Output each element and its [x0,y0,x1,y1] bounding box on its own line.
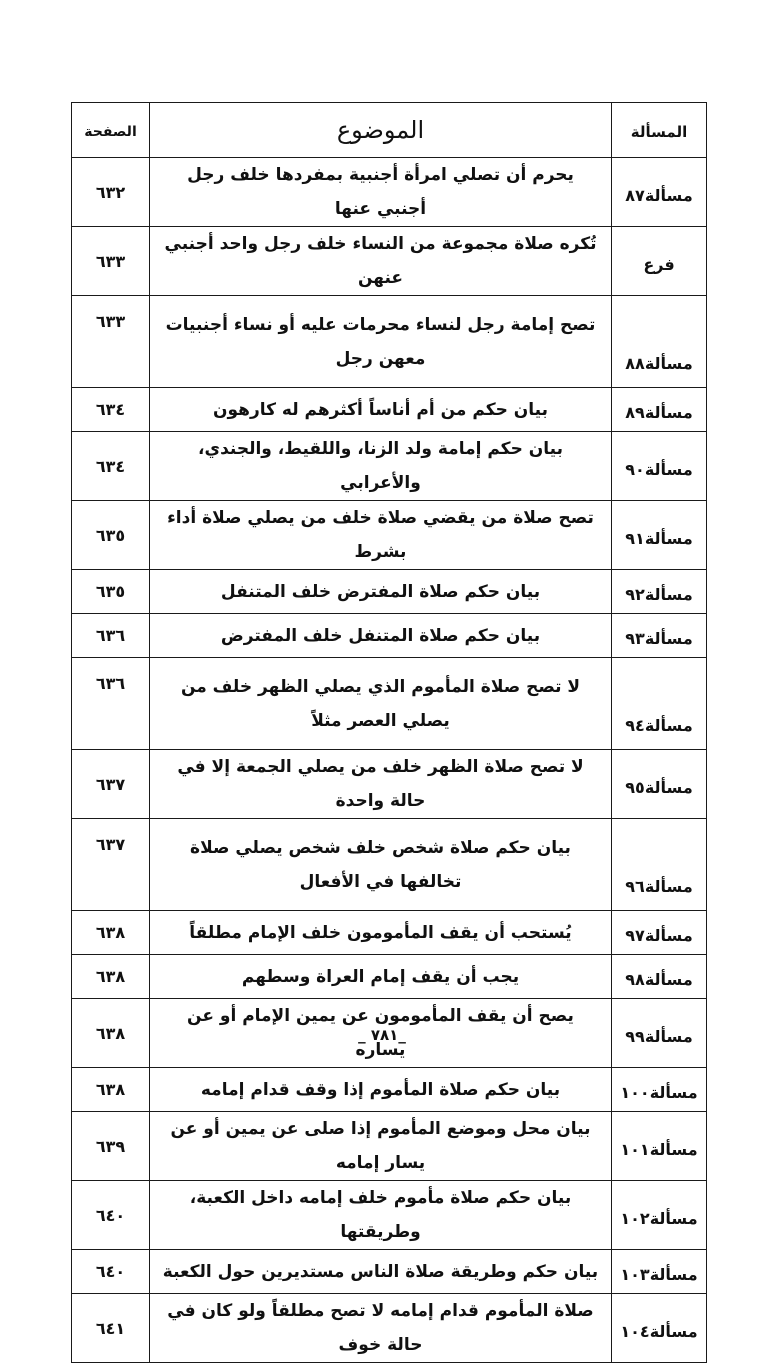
topic-cell: يجب أن يقف إمام العراة وسطهم [150,955,612,999]
table-row [72,750,707,819]
table-row [72,501,707,570]
page-cell: ٦٣٧ [72,750,150,819]
issue-cell: مسألة٩٤ [612,658,707,750]
page-cell: ٦٣٩ [72,1112,150,1181]
table-row [72,227,707,296]
table-row [72,658,707,750]
contents-table [71,102,707,1363]
topic-cell: بيان حكم صلاة المأموم إذا وقف قدام إمامه [150,1068,612,1112]
page-cell: ٦٣٨ [72,955,150,999]
page-cell: ٦٣٣ [72,296,150,388]
page-cell: ٦٤١ [72,1294,150,1363]
table-row [72,570,707,614]
issue-cell: مسألة١٠٣ [612,1250,707,1294]
issue-cell: مسألة٩٢ [612,570,707,614]
page-cell: ٦٣٥ [72,501,150,570]
topic-cell: لا تصح صلاة المأموم الذي يصلي الظهر خلف من يصلي العصر مثلاً [150,658,612,750]
table-row [72,296,707,388]
page-cell: ٦٣٧ [72,819,150,911]
table-row [72,1181,707,1250]
page-number: _٧٨١ _ [358,1026,406,1044]
issue-cell: مسألة٨٨ [612,296,707,388]
page-cell: ٦٣٨ [72,911,150,955]
page-column-header: الصفحة [72,103,150,158]
topic-cell: لا تصح صلاة الظهر خلف من يصلي الجمعة إلا في حالة واحدة [150,750,612,819]
issue-cell: مسألة٩٥ [612,750,707,819]
issue-cell: مسألة١٠٤ [612,1294,707,1363]
table-row [72,911,707,955]
issue-cell: مسألة٩٨ [612,955,707,999]
page-cell: ٦٣٢ [72,158,150,227]
topic-cell: تصح صلاة من يقضي صلاة خلف من يصلي صلاة أداء بشرط [150,501,612,570]
page-cell: ٦٣٨ [72,999,150,1068]
issue-cell: مسألة٩٣ [612,614,707,658]
issue-cell: مسألة٩٧ [612,911,707,955]
topic-cell: بيان حكم صلاة المتنفل خلف المفترض [150,614,612,658]
page-cell: ٦٣٨ [72,1068,150,1112]
issue-cell: مسألة٩٦ [612,819,707,911]
topic-cell: بيان حكم صلاة شخص خلف شخص يصلي صلاة تخالفها في الأفعال [150,819,612,911]
issue-cell: مسألة٩٠ [612,432,707,501]
table-row [72,1294,707,1363]
table-row [72,614,707,658]
topic-cell: تصح إمامة رجل لنساء محرمات عليه أو نساء أجنبيات معهن رجل [150,296,612,388]
issue-cell: مسألة١٠١ [612,1112,707,1181]
page-cell: ٦٤٠ [72,1250,150,1294]
topic-cell: صلاة المأموم قدام إمامه لا تصح مطلقاً ولو كان في حالة خوف [150,1294,612,1363]
issue-cell: مسألة٨٧ [612,158,707,227]
issue-cell: مسألة٩١ [612,501,707,570]
topic-cell: بيان حكم إمامة ولد الزنا، واللقيط، والجندي، والأعرابي [150,432,612,501]
page-cell: ٦٣٤ [72,388,150,432]
issue-cell: فرع [612,227,707,296]
table-row [72,1250,707,1294]
table-row [72,1068,707,1112]
issue-cell: مسألة١٠٠ [612,1068,707,1112]
page-cell: ٦٣٥ [72,570,150,614]
topic-cell: تُكره صلاة مجموعة من النساء خلف رجل واحد أجنبي عنهن [150,227,612,296]
issue-column-header: المسألة [612,103,707,158]
topic-cell: بيان حكم صلاة مأموم خلف إمامه داخل الكعبة، وطريقتها [150,1181,612,1250]
table-row [72,432,707,501]
table-header-row [72,103,707,158]
table-row [72,388,707,432]
page-cell: ٦٣٦ [72,614,150,658]
topic-cell: يحرم أن تصلي امرأة أجنبية بمفردها خلف رجل أجنبي عنها [150,158,612,227]
topic-cell: بيان حكم صلاة المفترض خلف المتنفل [150,570,612,614]
table-row [72,819,707,911]
topic-cell: بيان محل وموضع المأموم إذا صلى عن يمين أو عن يسار إمامه [150,1112,612,1181]
table-row [72,1112,707,1181]
topic-cell: يصح أن يقف المأمومون عن يمين الإمام أو عن يساره [150,999,612,1068]
topic-cell: يُستحب أن يقف المأمومون خلف الإمام مطلقاً [150,911,612,955]
issue-cell: مسألة٩٩ [612,999,707,1068]
topic-cell: بيان حكم من أم أناساً أكثرهم له كارهون [150,388,612,432]
page-cell: ٦٣٤ [72,432,150,501]
page-cell: ٦٣٦ [72,658,150,750]
topic-column-header: الموضوع [150,103,612,158]
topic-cell: بيان حكم وطريقة صلاة الناس مستديرين حول الكعبة [150,1250,612,1294]
table-row [72,955,707,999]
table-row [72,158,707,227]
page-cell: ٦٣٣ [72,227,150,296]
issue-cell: مسألة٨٩ [612,388,707,432]
page-cell: ٦٤٠ [72,1181,150,1250]
issue-cell: مسألة١٠٢ [612,1181,707,1250]
